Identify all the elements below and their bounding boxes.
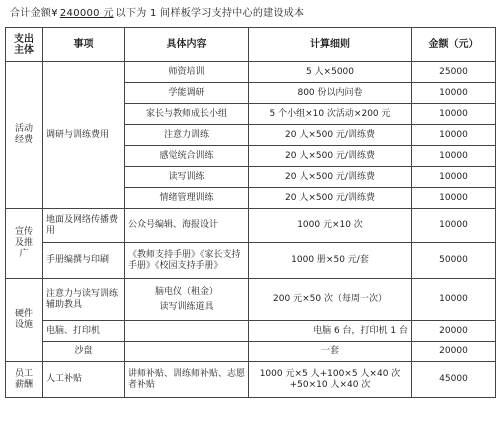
amount-cell: 10000: [412, 279, 496, 321]
header-content: 具体内容: [125, 28, 249, 62]
item-ground-network: 地面及网络传播费用: [43, 209, 125, 243]
content-cell: 学能调研: [125, 83, 249, 104]
amount-cell: 10000: [412, 104, 496, 125]
summary-amount: 240000 元: [59, 8, 114, 19]
content-cell: [125, 321, 249, 342]
table-row: [6, 362, 496, 398]
content-reading-props: 读写训练道具: [159, 301, 214, 312]
header-item: 事项: [43, 28, 125, 62]
item-sandtray: 沙盘: [43, 342, 125, 362]
table-row: [6, 62, 496, 83]
header-calc: 计算细则: [249, 28, 412, 62]
amount-cell: 45000: [412, 362, 496, 398]
item-labor: 人工补贴: [43, 362, 125, 398]
content-cell: 公众号编辑、海报设计: [125, 209, 249, 243]
header-subject: 支出 主体: [6, 28, 43, 62]
amount-cell: 20000: [412, 342, 496, 362]
amount-cell: 10000: [412, 146, 496, 167]
calc-cell: 20 人×500 元/训练费: [249, 188, 412, 209]
content-cell: 《教师支持手册》《家长支持手册》《校园支持手册》: [125, 243, 249, 279]
total-summary: [10, 7, 304, 20]
content-cell: 读写训练: [125, 167, 249, 188]
item-handbook: 手册编撰与印刷: [43, 243, 125, 279]
budget-table: [5, 27, 496, 398]
content-cell: 讲师补贴、训练师补贴、志愿者补贴: [125, 362, 249, 398]
group-staff: 员工 薪酬: [6, 362, 43, 398]
amount-cell: 20000: [412, 321, 496, 342]
calc-cell: 20 人×500 元/训练费: [249, 146, 412, 167]
calc-cell: 一套: [249, 342, 412, 362]
amount-cell: 10000: [412, 125, 496, 146]
amount-cell: 10000: [412, 83, 496, 104]
calc-cell: 1000 元×10 次: [249, 209, 412, 243]
amount-cell: 50000: [412, 243, 496, 279]
amount-cell: 10000: [412, 167, 496, 188]
content-cell: 注意力训练: [125, 125, 249, 146]
table-row: [6, 321, 496, 342]
summary-suffix: 以下为 1 间样板学习支持中心的建设成本: [115, 8, 305, 19]
group-activity: 活动 经费: [6, 62, 43, 209]
header-amount: 金额（元）: [412, 28, 496, 62]
group-hardware: 硬件 设施: [6, 279, 43, 362]
content-cell: [125, 342, 249, 362]
item-equipment: 注意力与读写训练辅助教具: [43, 279, 125, 321]
amount-cell: 25000: [412, 62, 496, 83]
content-cell: 情绪管理训练: [125, 188, 249, 209]
calc-cell: 200 元×50 次（每周一次）: [249, 279, 412, 321]
content-cell: [125, 279, 249, 321]
content-cell: 家长与教师成长小组: [125, 104, 249, 125]
content-cell: 师资培训: [125, 62, 249, 83]
item-research-training: 调研与训练费用: [43, 62, 125, 209]
calc-cell: 5 人×5000: [249, 62, 412, 83]
table-header-row: [6, 28, 496, 62]
table-row: [6, 243, 496, 279]
amount-cell: 10000: [412, 209, 496, 243]
content-cell: 感觉统合训练: [125, 146, 249, 167]
table-row: [6, 342, 496, 362]
calc-cell: 1000 册×50 元/套: [249, 243, 412, 279]
group-promotion: 宣传 及推 广: [6, 209, 43, 279]
calc-cell: 800 份以内问卷: [249, 83, 412, 104]
table-row: [6, 209, 496, 243]
calc-cell: 20 人×500 元/训练费: [249, 125, 412, 146]
table-row: [6, 279, 496, 321]
content-eeg-rental: 脑电仪（租金）: [154, 286, 218, 297]
calc-cell: 电脑 6 台，打印机 1 台: [249, 321, 412, 342]
summary-prefix: 合计金额¥: [10, 8, 58, 19]
calc-cell: 1000 元×5 人+100×5 人×40 次+50×10 人×40 次: [249, 362, 412, 398]
calc-cell: 20 人×500 元/训练费: [249, 167, 412, 188]
amount-cell: 10000: [412, 188, 496, 209]
calc-cell: 5 个小组×10 次活动×200 元: [249, 104, 412, 125]
item-computer: 电脑、打印机: [43, 321, 125, 342]
